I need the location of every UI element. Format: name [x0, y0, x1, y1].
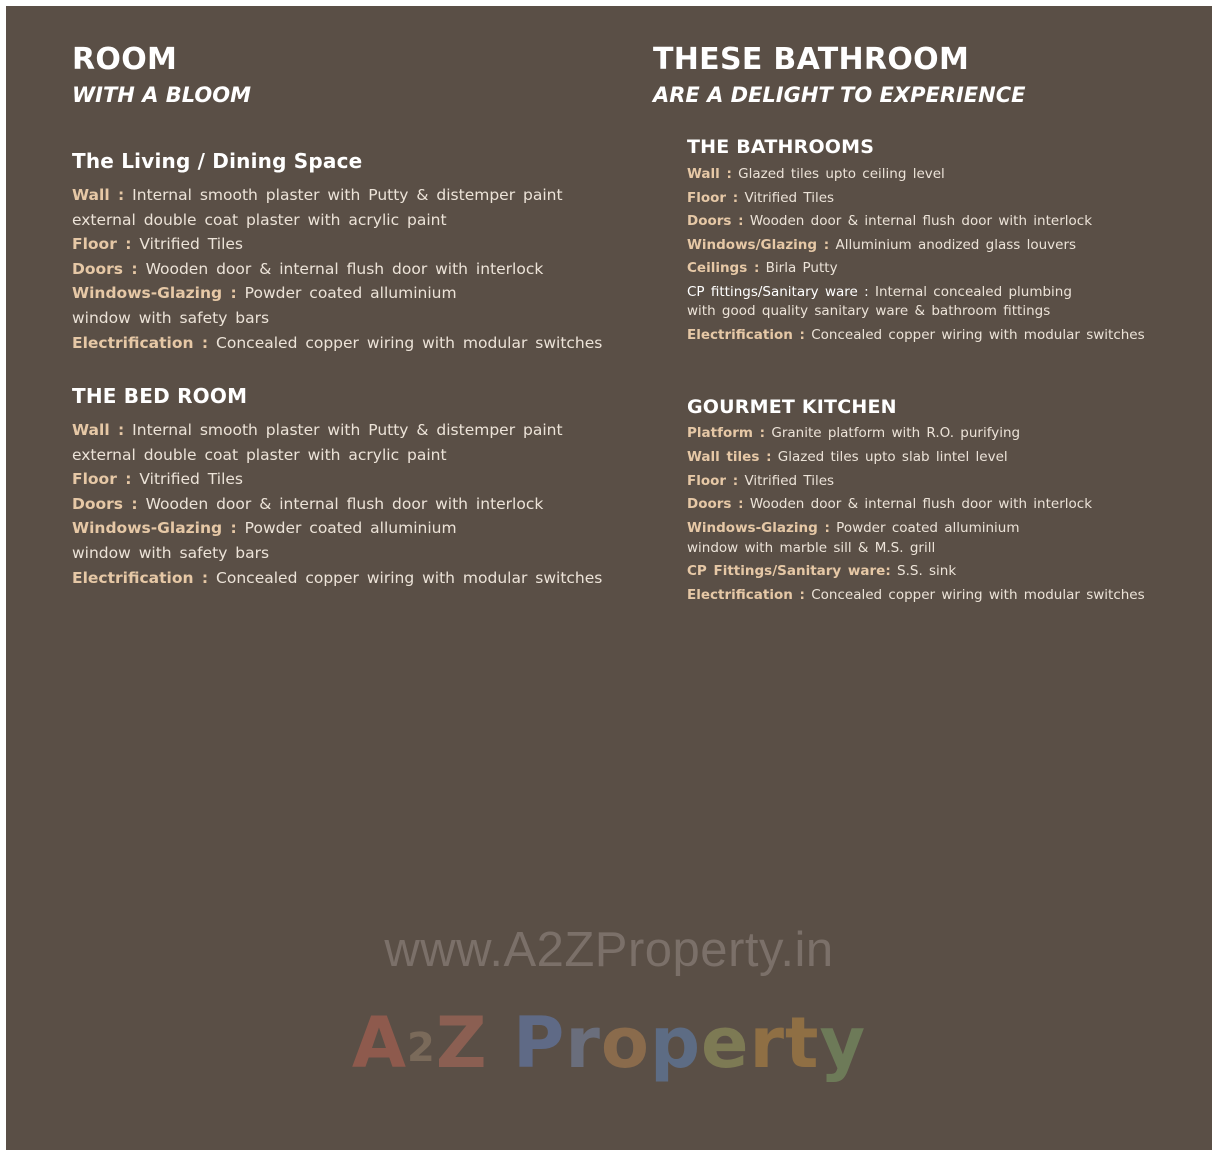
logo-letter: p [649, 1002, 702, 1084]
spec-item [687, 584, 1145, 608]
logo-letter: o [600, 1002, 650, 1084]
spec-value: Birla Putty [765, 260, 838, 277]
spec-label: CP Fittings/Sanitary ware: [687, 563, 891, 580]
spec-value-continued: window with safety bars [72, 543, 270, 562]
living-spec-list [72, 183, 602, 355]
logo-letter: e [701, 1002, 750, 1084]
section-title-bedroom: THE BED ROOM [72, 384, 248, 408]
spec-value: Concealed copper wiring with modular switches [811, 586, 1145, 603]
spec-label: Floor : [687, 189, 739, 206]
spec-value: Alluminium anodized glass louvers [835, 236, 1077, 253]
spec-value: Granite platform with R.O. purifying [771, 425, 1021, 441]
section-title-living: The Living / Dining Space [72, 149, 363, 173]
logo-letter: r [565, 1002, 601, 1084]
spec-value: Concealed copper wiring with modular switches [216, 568, 603, 587]
spec-value: Wooden door & internal flush door with interlock [145, 259, 544, 278]
spec-label: Doors : [687, 496, 744, 513]
spec-value: Wooden door & internal flush door with interlock [145, 494, 544, 513]
spec-label: Doors : [72, 494, 138, 513]
left-heading: ROOM [72, 42, 178, 77]
watermark-logo [6, 1002, 1212, 1084]
spec-label: Windows-Glazing : [687, 520, 830, 537]
spec-value: Internal smooth plaster with Putty & distemper paint [132, 186, 563, 204]
spec-label: Platform : [687, 425, 766, 441]
spec-item [72, 281, 602, 330]
left-subheading: WITH A BLOOM [72, 83, 251, 107]
kitchen-spec-list [687, 422, 1145, 608]
spec-label: Floor : [72, 235, 132, 254]
spec-item [687, 493, 1145, 517]
spec-item [687, 187, 1145, 211]
spec-item [72, 232, 602, 257]
spec-value: Internal smooth plaster with Putty & distemper paint [132, 421, 563, 439]
spec-label: Wall tiles : [687, 448, 772, 465]
spec-label: Doors : [687, 213, 744, 230]
spec-label: Windows/Glazing : [687, 236, 830, 253]
spec-value-continued: external double coat plaster with acrylic paint [72, 210, 447, 229]
spec-value-continued: window with marble sill & M.S. grill [687, 539, 936, 556]
spec-value: Concealed copper wiring with modular switches [811, 326, 1145, 343]
spec-value: Concealed copper wiring with modular switches [216, 333, 603, 352]
spec-value: Wooden door & internal flush door with interlock [749, 213, 1093, 230]
section-title-kitchen: GOURMET KITCHEN [687, 396, 897, 418]
spec-item [72, 492, 602, 517]
spec-value: Powder coated alluminium [836, 520, 1020, 537]
spec-item [687, 234, 1145, 258]
spec-value: Vitrified Tiles [139, 470, 243, 489]
spec-item [687, 281, 1145, 324]
spec-item [72, 566, 602, 591]
right-heading: THESE BATHROOM [653, 42, 970, 77]
spec-value: S.S. sink [897, 563, 957, 580]
spec-value: Internal concealed plumbing [874, 283, 1072, 300]
spec-item [72, 516, 602, 565]
spec-value: Glazed tiles upto ceiling level [738, 166, 945, 182]
spec-item [687, 257, 1145, 281]
spec-label: Electrification : [72, 568, 209, 587]
spec-item [72, 467, 602, 492]
logo-letter: Z [435, 1002, 488, 1084]
spec-item [687, 210, 1145, 234]
spec-item [687, 470, 1145, 494]
spec-item [687, 446, 1145, 470]
spec-label: Electrification : [687, 586, 805, 603]
spec-value: Glazed tiles upto slab lintel level [777, 448, 1008, 465]
spec-item [72, 257, 602, 282]
spec-value: Wooden door & internal flush door with interlock [749, 496, 1093, 513]
right-subheading: ARE A DELIGHT TO EXPERIENCE [653, 83, 1026, 107]
spec-label: Ceilings : [687, 260, 760, 277]
spec-label: Floor : [687, 472, 739, 489]
logo-letter: A [351, 1002, 408, 1084]
spec-value: Powder coated alluminium [244, 519, 457, 538]
spec-value: Powder coated alluminium [244, 284, 457, 303]
spec-item [72, 183, 602, 232]
spec-item [687, 324, 1145, 348]
spec-label: Electrification : [687, 326, 805, 343]
spec-item [687, 163, 1145, 187]
spec-item [687, 560, 1145, 584]
spec-value: Vitrified Tiles [139, 235, 243, 254]
spec-page [6, 6, 1212, 1150]
bathroom-spec-list [687, 163, 1145, 348]
spec-label: Floor : [72, 470, 132, 489]
spec-label: Windows-Glazing : [72, 519, 237, 538]
spec-value-continued: with good quality sanitary ware & bathroom fittings [687, 303, 1051, 320]
logo-digit: 2 [407, 1025, 436, 1071]
spec-value: Vitrified Tiles [744, 189, 835, 206]
spec-label: Wall : [72, 421, 125, 439]
spec-value-continued: external double coat plaster with acrylic paint [72, 445, 447, 464]
watermark-url: www.A2ZProperty.in [384, 923, 834, 977]
spec-label: Electrification : [72, 333, 209, 352]
logo-letter: y [819, 1002, 867, 1084]
spec-label: Wall : [72, 186, 125, 204]
spec-value-continued: window with safety bars [72, 308, 270, 327]
spec-item [687, 422, 1145, 446]
logo-letter: rt [749, 1002, 820, 1084]
logo-letter: P [513, 1002, 566, 1084]
spec-label: Doors : [72, 259, 138, 278]
spec-item [687, 517, 1145, 560]
spec-label: CP fittings/Sanitary ware : [687, 283, 869, 300]
bedroom-spec-list [72, 418, 602, 590]
spec-item [72, 331, 602, 356]
section-title-bathrooms: THE BATHROOMS [687, 136, 875, 158]
spec-item [72, 418, 602, 467]
spec-label: Wall : [687, 166, 732, 182]
spec-label: Windows-Glazing : [72, 284, 237, 303]
spec-value: Vitrified Tiles [744, 472, 835, 489]
